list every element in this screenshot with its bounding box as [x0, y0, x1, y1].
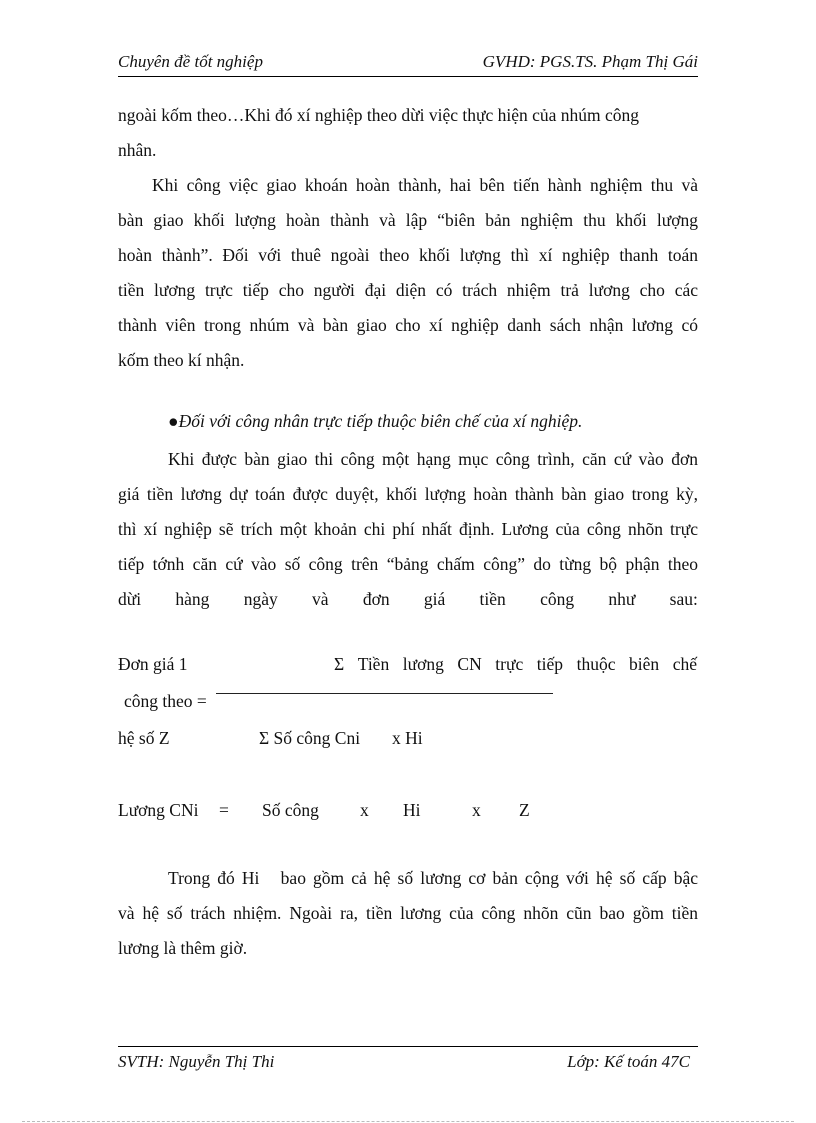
paragraph-line: Khi công việc giao khoán hoàn thành, hai bên tiến hành nghiệm thu và: [152, 175, 698, 195]
paragraph-line: thành viên trong nhúm và bàn giao cho xí nghiệp danh sách nhận lương có: [118, 315, 698, 335]
formula-denominator-sum: Σ Số công Cni: [259, 728, 361, 748]
paragraph-line: tiếp tớnh căn cứ vào số công trên “bảng chấm công” do từng bộ phận theo: [118, 554, 698, 574]
word: ngày: [243, 589, 278, 609]
paragraph-line: thì xí nghiệp sẽ trích một khoản chi phí nhất định. Lương của công nhõn trực: [118, 519, 698, 539]
word: hàng: [175, 589, 210, 609]
word: giá: [423, 589, 446, 609]
paragraph-line: kốm theo kí nhận.: [118, 350, 245, 370]
paragraph-line: giá tiền lương dự toán được duyệt, khối lượng hoàn thành bàn giao trong kỳ,: [118, 484, 698, 504]
footer-class: Lớp: Kế toán 47C: [567, 1052, 690, 1071]
formula-term: Z: [519, 800, 530, 820]
fraction-bar: [216, 693, 553, 694]
formula-label-line: Đơn giá 1: [118, 654, 188, 674]
paragraph-line: ngoài kốm theo…Khi đó xí nghiệp theo dừi việc thực hiện của nhúm công: [118, 105, 640, 125]
word: như: [608, 589, 636, 609]
paragraph-line: tiền lương trực tiếp cho người đại diện có trách nhiệm trả lương cho các: [118, 280, 698, 300]
header-title: Chuyên đề tốt nghiệp: [118, 52, 263, 71]
page-header: [118, 50, 698, 77]
footer-student: SVTH: Nguyễn Thị Thi: [118, 1052, 275, 1071]
paragraph-line: Khi được bàn giao thi công một hạng mục công trình, căn cứ vào đơn: [168, 449, 698, 469]
paragraph-line: hoàn thành”. Đối với thuê ngoài theo khối lượng thì xí nghiệp thanh toán: [118, 245, 698, 265]
paragraph-line: Trong đó Hi bao gồm cả hệ số lương cơ bản cộng với hệ số cấp bậc: [168, 868, 698, 888]
formula-label-line: hệ số Z: [118, 728, 170, 748]
bullet-heading: ●Đối với công nhân trực tiếp thuộc biên chế của xí nghiệp.: [168, 411, 583, 431]
header-advisor: GVHD: PGS.TS. Phạm Thị Gái: [482, 52, 698, 71]
formula-denominator-factor: x Hi: [392, 728, 423, 748]
paragraph-line: nhân.: [118, 140, 157, 160]
justified-word-line: [118, 588, 698, 610]
paragraph-line: bàn giao khối lượng hoàn thành và lập “biên bản nghiệm thu khối lượng: [118, 210, 698, 230]
word: đơn: [362, 589, 390, 609]
word: sau:: [669, 589, 698, 609]
word: và: [312, 589, 329, 609]
paragraph-line: và hệ số trách nhiệm. Ngoài ra, tiền lương của công nhõn cũn bao gồm tiền: [118, 903, 698, 923]
formula-term: Hi: [403, 800, 421, 820]
page-bottom-border: [22, 1121, 794, 1122]
formula-multiply: x: [360, 800, 369, 820]
formula-multiply: x: [472, 800, 481, 820]
word: tiền: [479, 589, 506, 609]
formula-lhs: Lương CNi: [118, 800, 199, 820]
formula-equals: =: [219, 800, 229, 820]
formula-term: Số công: [262, 800, 319, 820]
page-footer: [118, 1046, 698, 1075]
formula-label-line: công theo =: [124, 691, 207, 711]
word: dừi: [118, 589, 142, 609]
formula-numerator: Σ Tiền lương CN trực tiếp thuộc biên chế: [334, 654, 697, 674]
paragraph-line: lương là thêm giờ.: [118, 938, 248, 958]
word: công: [540, 589, 575, 609]
